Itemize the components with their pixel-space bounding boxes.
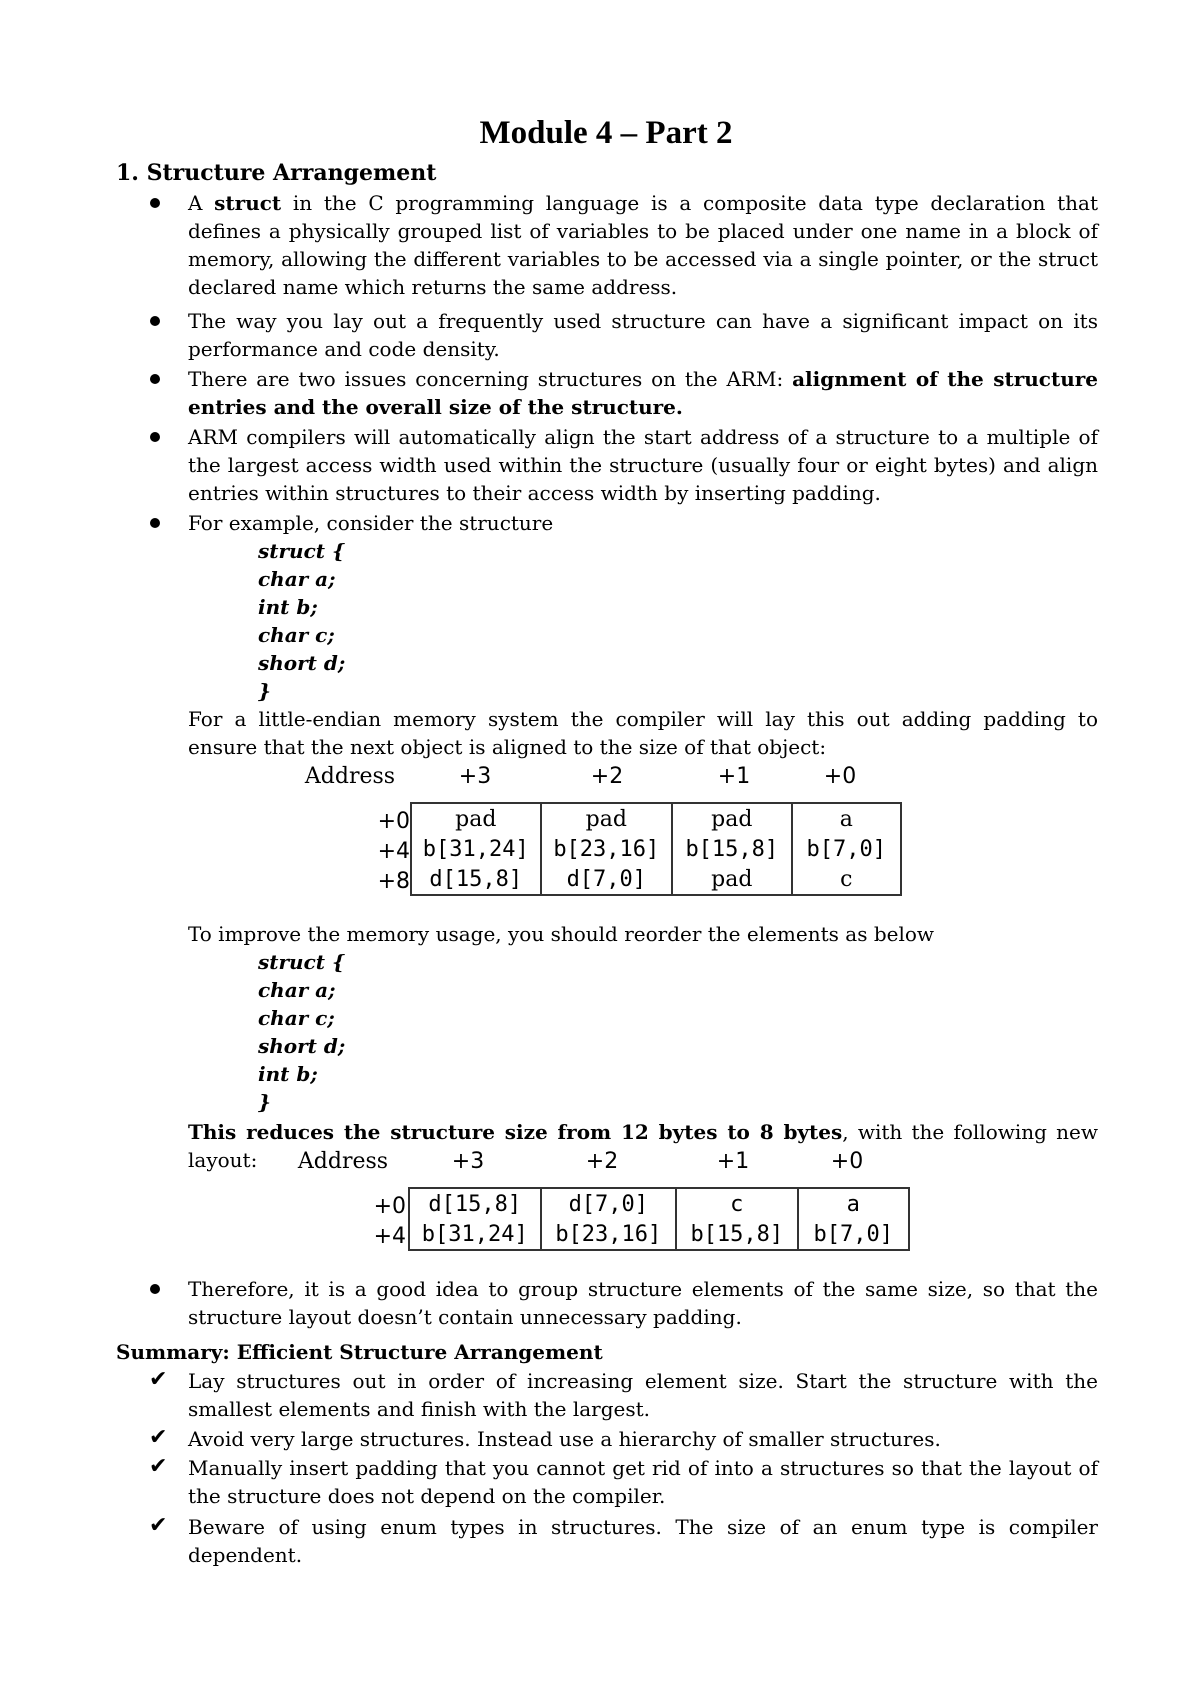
checkmark-icon: ✔ [149, 1425, 168, 1450]
table-cell: pad [411, 803, 541, 834]
code-block-reordered [258, 948, 345, 1116]
code-line: char a; [258, 978, 336, 1002]
table-cell: d[7,0] [541, 864, 673, 895]
summary-item: Avoid very large structures. Instead use a hierarchy of smaller structures. [188, 1427, 941, 1451]
table2-row-address: +0 [373, 1194, 406, 1219]
table-cell: pad [672, 864, 791, 895]
code-line: int b; [258, 1062, 318, 1086]
bullet-icon [150, 1284, 160, 1294]
table-cell: d[15,8] [411, 864, 541, 895]
table1-header-address: Address [304, 764, 396, 789]
table-cell: b[23,16] [541, 834, 673, 864]
table-cell: pad [672, 803, 791, 834]
table2-header-col: +2 [585, 1149, 619, 1174]
table1-row-address: +8 [377, 869, 410, 894]
table-cell: c [676, 1188, 798, 1219]
code-line: } [258, 1090, 271, 1114]
bullet-icon [150, 518, 160, 528]
code-line: struct { [258, 950, 345, 974]
code-line: char a; [258, 567, 336, 591]
bullet-icon [150, 432, 160, 442]
bullet-layout-impact: The way you lay out a frequently used structure can have a significant impact on its performance and code density. [188, 309, 1098, 361]
table-cell: pad [541, 803, 673, 834]
checkmark-icon: ✔ [149, 1367, 168, 1392]
checkmark-icon: ✔ [149, 1513, 168, 1538]
memory-layout-table-reordered [408, 1187, 910, 1251]
table-cell: b[7,0] [798, 1219, 909, 1250]
table-cell: d[15,8] [409, 1188, 541, 1219]
table-row [411, 834, 901, 864]
code-line: char c; [258, 623, 335, 647]
summary-heading: Summary: Efficient Structure Arrangement [116, 1340, 603, 1364]
code-line: int b; [258, 595, 318, 619]
code-block-original [258, 537, 345, 705]
table-row [409, 1188, 909, 1219]
table1-header-col: +2 [590, 764, 624, 789]
table2-header-col: +0 [830, 1149, 864, 1174]
bullet-therefore: Therefore, it is a good idea to group structure elements of the same size, so that the structure layout doesn’t contain unnecessary padding. [188, 1277, 1098, 1329]
summary-item: Beware of using enum types in structures. The size of an enum type is compiler dependent. [188, 1515, 1098, 1567]
table-cell: b[23,16] [541, 1219, 676, 1250]
table1-row-address: +4 [377, 839, 410, 864]
table-cell: b[31,24] [411, 834, 541, 864]
para-improve: To improve the memory usage, you should reorder the elements as below [188, 922, 935, 946]
table-cell: a [798, 1188, 909, 1219]
code-line: short d; [258, 651, 346, 675]
bullet-icon [150, 198, 160, 208]
bullet-icon [150, 374, 160, 384]
para-reduce: This reduces the structure size from 12 bytes to 8 bytes, with the following new layout: [188, 1120, 1098, 1172]
table-cell: b[31,24] [409, 1219, 541, 1250]
bullet-example: For example, consider the structure [188, 511, 554, 535]
table2-header-address: Address [297, 1149, 389, 1174]
table2-header-col: +1 [716, 1149, 750, 1174]
bullet-arm-compilers: ARM compilers will automatically align the start address of a structure to a multiple of the largest access width used within the structure (usually four or eight bytes) and align entries within structures to their access width by inserting padding. [188, 425, 1098, 505]
table1-header-col: +3 [458, 764, 492, 789]
para-little-endian: For a little-endian memory system the compiler will lay this out adding padding to ensure that the next object is aligned to the size of that object: [188, 707, 1098, 759]
code-line: } [258, 679, 271, 703]
table-cell: b[15,8] [676, 1219, 798, 1250]
bullet-struct-definition: A struct in the C programming language is a composite data type declaration that defines a physically grouped list of variables to be placed under one name in a block of memory, allowing the different variables to be accessed via a single pointer, or the struct declared name which returns the same address. [188, 191, 1098, 299]
table2-row-address: +4 [373, 1224, 406, 1249]
table-cell: d[7,0] [541, 1188, 676, 1219]
table-cell: c [792, 864, 901, 895]
table2-header-col: +3 [451, 1149, 485, 1174]
memory-layout-table-original [410, 802, 902, 896]
page-title: Module 4 – Part 2 [479, 115, 733, 151]
table-row [411, 864, 901, 895]
table-cell: a [792, 803, 901, 834]
checkmark-icon: ✔ [149, 1454, 168, 1479]
table-row [411, 803, 901, 834]
table-cell: b[15,8] [672, 834, 791, 864]
summary-item: Lay structures out in order of increasing element size. Start the structure with the smallest elements and finish with the largest. [188, 1369, 1098, 1421]
table-row [409, 1219, 909, 1250]
bullet-two-issues: There are two issues concerning structures on the ARM: alignment of the structure entries and the overall size of the structure. [188, 367, 1098, 419]
summary-item: Manually insert padding that you cannot get rid of into a structures so that the layout of the structure does not depend on the compiler. [188, 1456, 1098, 1508]
table1-header-col: +1 [717, 764, 751, 789]
table1-row-address: +0 [377, 809, 410, 834]
code-line: char c; [258, 1006, 335, 1030]
code-line: struct { [258, 539, 345, 563]
table1-header-col: +0 [823, 764, 857, 789]
section-heading: 1. Structure Arrangement [116, 160, 437, 186]
table-cell: b[7,0] [792, 834, 901, 864]
code-line: short d; [258, 1034, 346, 1058]
bullet-icon [150, 316, 160, 326]
